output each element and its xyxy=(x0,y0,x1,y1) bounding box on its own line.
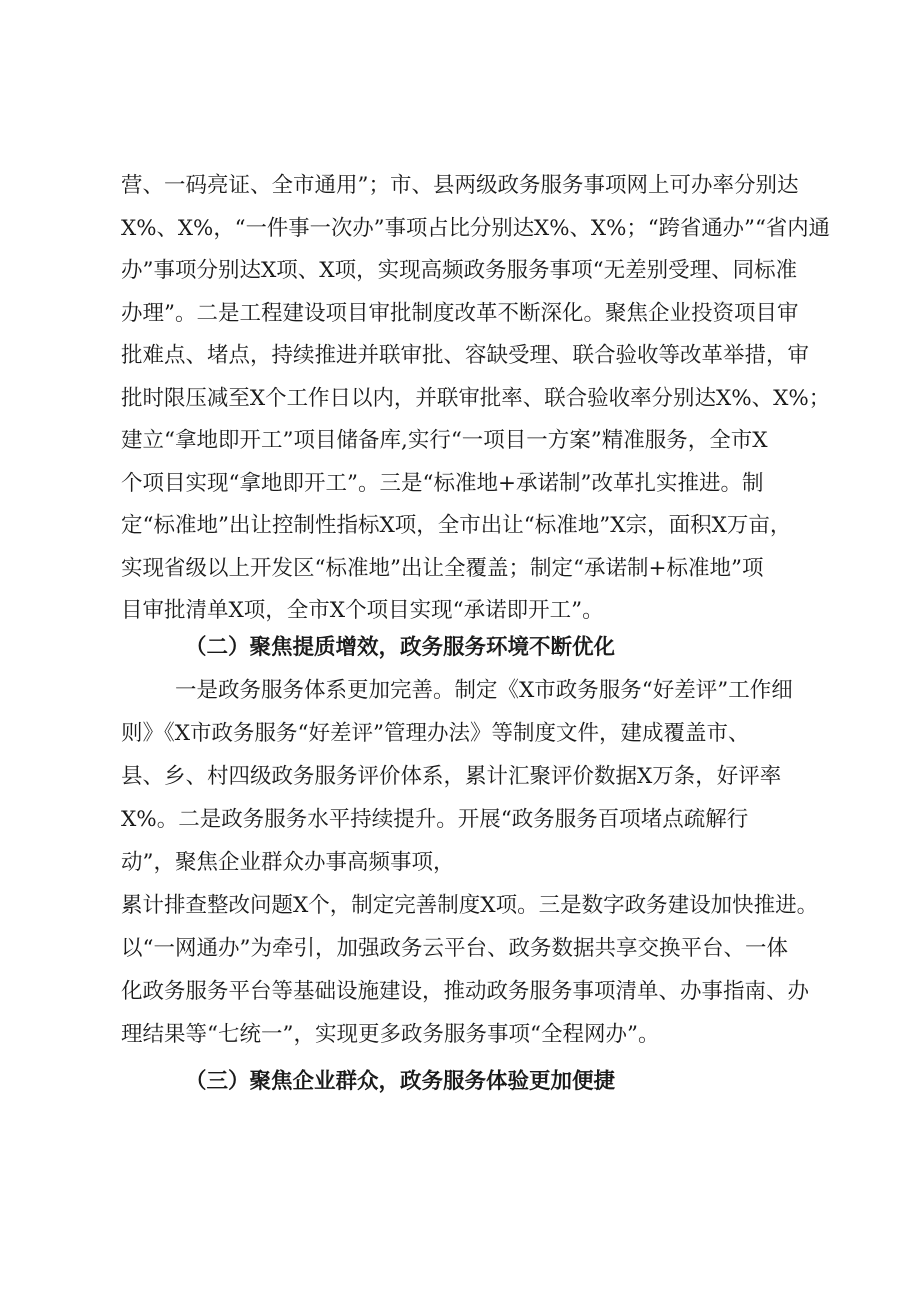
text-line: 以“一网通办”为牵引，加强政务云平台、政务数据共享交换平台、一体 xyxy=(121,936,788,961)
text-line: X%、X%，“一件事一次办”事项占比分别达X%、X%；“跨省通办”“省内通 xyxy=(121,216,830,241)
text-line: 理结果等“七统一”，实现更多政务服务事项“全程网办”。 xyxy=(121,1022,660,1047)
text-line: 批时限压减至X个工作日以内，并联审批率、联合验收率分别达X%、X%； xyxy=(121,386,831,411)
text-line: 批难点、堵点，持续推进并联审批、容缺受理、联合验收等改革举措，审 xyxy=(121,343,810,368)
text-line: 化政务服务平台等基础设施建设，推动政务服务事项清单、办事指南、办 xyxy=(121,979,810,1004)
text-line: 定“标准地”出让控制性指标X项，全市出让“标准地”X宗，面积X万亩， xyxy=(121,513,792,538)
text-line: X%。二是政务服务水平持续提升。开展“政务服务百项堵点疏解行 xyxy=(121,807,749,832)
text-line: 县、乡、村四级政务服务评价体系，累计汇聚评价数据X万条，好评率 xyxy=(121,764,782,789)
section-heading-2: （二）聚焦提质增效，政务服务环境不断优化 xyxy=(185,635,616,660)
text-line: 一是政务服务体系更加完善。制定《X市政务服务“好差评”工作细 xyxy=(175,678,793,703)
text-line: 动”，聚焦企业群众办事高频事项， xyxy=(121,850,455,875)
text-line: 办理”。二是工程建设项目审批制度改革不断深化。聚焦企业投资项目审 xyxy=(121,301,799,326)
text-line: 办”事项分别达X项、X项，实现高频政务服务事项“无差别受理、同标准 xyxy=(121,258,798,283)
text-line: 建立“拿地即开工”项目储备库,实行“一项目一方案”精准服务，全市X xyxy=(121,428,768,453)
text-line: 个项目实现“拿地即开工”。三是“标准地+承诺制”改革扎实推进。制 xyxy=(121,471,764,496)
text-line: 目审批清单X项，全市X个项目实现“承诺即开工”。 xyxy=(121,598,604,623)
text-line: 实现省级以上开发区“标准地”出让全覆盖；制定“承诺制+标准地”项 xyxy=(121,556,764,581)
text-line: 则》《X市政务服务“好差评”管理办法》等制度文件，建成覆盖市、 xyxy=(121,721,750,746)
text-line: 营、一码亮证、全市通用”；市、县两级政务服务事项网上可办率分别达 xyxy=(121,173,799,198)
section-heading-3: （三）聚焦企业群众，政务服务体验更加便捷 xyxy=(185,1069,616,1094)
text-line: 累计排查整改问题X个，制定完善制度X项。三是数字政务建设加快推进。 xyxy=(121,893,819,918)
